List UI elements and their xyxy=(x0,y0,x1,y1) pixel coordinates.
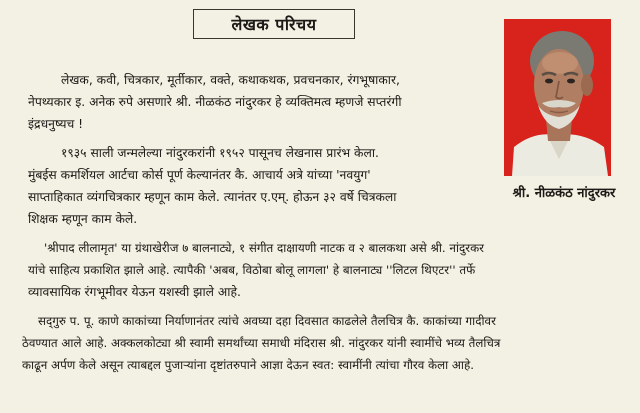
paragraph-2-line-1: १९३५ साली जन्मलेल्या नांदुरकरांनी १९५२ पासूनच लेखनास प्रारंभ केला. xyxy=(61,146,379,160)
photo-caption: श्री. नीळकंठ नांदुरकर xyxy=(512,186,616,201)
paragraph-1-line-1: लेखक, कवी, चित्रकार, मूर्तीकार, वक्ते, कथाकथक, प्रवचनकार, रंगभूषाकार, xyxy=(61,73,400,87)
paragraph-1-line-2: नेपथ्यकार इ. अनेक रुपे असणारे श्री. नीळकंठ नांदुरकर हे व्यक्तिमत्व म्हणजे सप्तरंगी xyxy=(28,95,402,109)
paragraph-1-line-3: इंद्रधनुष्यच ! xyxy=(28,117,84,131)
author-portrait-image xyxy=(504,19,611,176)
paragraph-4-line-3: काढून अर्पण केले असून त्याबद्दल पुजाऱ्यांना दृष्टांतरुपाने आज्ञा देऊन स्वत: स्वामींनी त्यांचा गौरव केला आहे. xyxy=(22,358,474,372)
paragraph-3-line-2: यांचे साहित्य प्रकाशित झाले आहे. त्यापैकी 'अबब, विठोबा बोलू लागला' हे बालनाट्य ''लिटल थिएटर'' तर्फे xyxy=(28,263,476,277)
page-title: लेखक परिचय xyxy=(193,9,355,39)
paragraph-2-line-3: साप्ताहिकात व्यंगचित्रकार म्हणून काम केले. त्यानंतर ए.एम्. होऊन ३२ वर्षे चित्रकला xyxy=(28,190,397,204)
paragraph-3-line-3: व्यावसायिक रंगभूमीवर येऊन यशस्वी झाले आहे. xyxy=(28,285,241,299)
paragraph-2-line-4: शिक्षक म्हणून काम केले. xyxy=(28,212,138,226)
paragraph-2-line-2: मुंबईस कमर्शियल आर्टचा कोर्स पूर्ण केल्यानंतर कै. आचार्य अत्रे यांच्या 'नवयुग' xyxy=(28,168,371,182)
paragraph-4-line-1: सद्‌गुरु प. पू. काणे काकांच्या निर्याणानंतर त्यांचे अवघ्या दहा दिवसात काढलेले तैलचित्र कै. काकांच्या गादीवर xyxy=(38,314,496,328)
author-photo xyxy=(504,19,611,176)
paragraph-4-line-2: ठेवण्यात आले आहे. अक्कलकोट्या श्री स्वामी समर्थांच्या समाधी मंदिरास श्री. नांदुरकर यांनी स्वामींचे भव्य तैलचित्र xyxy=(22,336,501,350)
paragraph-3-line-1: 'श्रीपाद लीलामृत' या ग्रंथाखेरीज ७ बालनाट्ये, १ संगीत दाक्षायणी नाटक व २ बालकथा असे श्री. नांदुरकर xyxy=(44,241,484,255)
